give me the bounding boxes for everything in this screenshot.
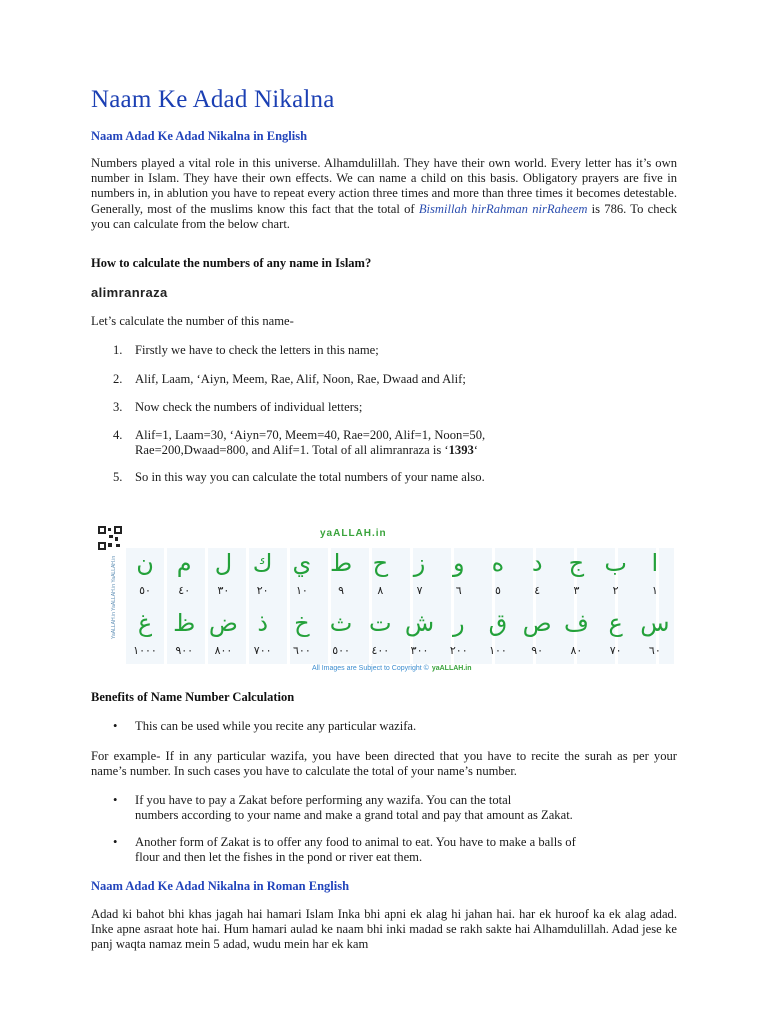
abjad-number: ٥ bbox=[495, 584, 501, 597]
abjad-letter: ش bbox=[404, 609, 435, 637]
zakat-text-continued: numbers according to your name and make a grand total and pay that amount as Zakat. bbox=[135, 808, 573, 822]
row1-numbers bbox=[126, 584, 674, 600]
abjad-letter: ل bbox=[214, 549, 233, 577]
abjad-number: ٧٠٠ bbox=[253, 644, 272, 657]
abjad-letter: ف bbox=[563, 609, 589, 637]
zakat-text: If you have to pay a Zakat before performing any wazifa. You can the total bbox=[135, 793, 512, 807]
roman-paragraph: Adad ki bahot bhi khas jagah hai hamari Islam Inka bhi apni ek alag hi jahan hai. har ek huroof ka ek alag adad. Inke apne asraat hote hai. Hum hamari aulad ke naam bhi inki madad se rakh sakte hai Alhamdulillah. Adad jese ke panj waqta namaz mein 5 adad, wudu mein har ek kam bbox=[91, 907, 677, 952]
abjad-number: ٦٠ bbox=[648, 644, 661, 657]
abjad-number: ٤ bbox=[534, 584, 541, 597]
copyright-notice bbox=[312, 665, 472, 672]
step-text: Firstly we have to check the letters in this name; bbox=[135, 343, 379, 357]
copyright-brand: yaALLAH.in bbox=[431, 665, 472, 672]
intro-text-start: Numbers played a vital role in this universe. Alhamdulillah. They have their own world. Every letter has it’s own number in Islam. They have their own effects. We can name a child on this basis. Obligatory prayers are five in numbers in, in ablution you have to repeat every action three times and more than three times it becomes detestable. Generally, most of the muslims know this fact that the total of bbox=[91, 156, 677, 216]
abjad-number: ٣٠ bbox=[217, 584, 230, 597]
abjad-letter: ض bbox=[208, 609, 238, 637]
step-text-part: ‘ bbox=[473, 442, 478, 457]
abjad-number: ٨ bbox=[377, 584, 384, 597]
english-heading: Naam Adad Ke Adad Nikalna in English bbox=[91, 129, 308, 143]
abjad-letter: ه bbox=[491, 549, 505, 577]
step-text-part: Rae=200,Dwaad=800, and Alif=1. Total of all alimranraza is ‘ bbox=[135, 442, 449, 457]
abjad-letter: ظ bbox=[173, 609, 196, 637]
abjad-letter: ث bbox=[329, 609, 353, 637]
abjad-number: ٩ bbox=[338, 584, 345, 597]
total-value: 1393 bbox=[448, 442, 474, 457]
abjad-number: ٤٠٠ bbox=[371, 644, 390, 657]
step-text: Alif=1, Laam=30, ‘Aiyn=70, Meem=40, Rae=200, Alif=1, Noon=50, bbox=[135, 428, 486, 442]
example-paragraph: For example- If in any particular wazifa, you have been directed that you have to recite the surah as per your name’s number. In such cases you have to calculate the total of your name’s number. bbox=[91, 749, 677, 779]
abjad-number: ٦ bbox=[455, 584, 462, 597]
abjad-letter: ر bbox=[452, 609, 465, 637]
abjad-letter: س bbox=[640, 609, 670, 637]
abjad-number: ٥٠٠ bbox=[332, 644, 350, 657]
abjad-number: ٢٠ bbox=[256, 584, 269, 597]
how-to-heading: How to calculate the numbers of any name in Islam? bbox=[91, 256, 372, 270]
row1-letters bbox=[126, 548, 674, 578]
abjad-letter: ب bbox=[604, 549, 627, 577]
step-number: 2. bbox=[113, 372, 123, 386]
abjad-number: ١٠ bbox=[295, 584, 308, 597]
abjad-number: ١٠٠ bbox=[489, 644, 507, 657]
copyright-text: All Images are Subject to Copyright © bbox=[312, 665, 429, 672]
abjad-letter: ع bbox=[608, 609, 623, 637]
abjad-chart bbox=[96, 522, 676, 682]
zakat-text-continued: flour and then let the fishes in the pond or river eat them. bbox=[135, 850, 423, 864]
abjad-letter: ذ bbox=[257, 609, 268, 637]
abjad-letter: ق bbox=[488, 609, 508, 637]
page-title: Naam Ke Adad Nikalna bbox=[91, 86, 335, 113]
step-text: Now check the numbers of individual letters; bbox=[135, 400, 363, 414]
abjad-letter: ن bbox=[136, 549, 154, 577]
watermark-side-text: YaALLAH.in YaALLAH.in YaALLAH.in bbox=[111, 555, 117, 639]
abjad-letter: ط bbox=[329, 549, 353, 577]
abjad-letter: ز bbox=[413, 549, 426, 577]
lets-calculate-text: Let’s calculate the number of this name- bbox=[91, 314, 294, 328]
benefits-heading: Benefits of Name Number Calculation bbox=[91, 690, 295, 704]
abjad-number: ٦٠٠ bbox=[293, 644, 311, 657]
abjad-number: ٢٠٠ bbox=[449, 644, 468, 657]
abjad-letter: ص bbox=[522, 609, 552, 637]
abjad-letter: ت bbox=[369, 609, 392, 637]
abjad-number: ٧ bbox=[416, 584, 423, 597]
intro-text-end: is 786. To check you can calculate from the below chart. bbox=[91, 201, 677, 231]
row2-letters bbox=[126, 608, 674, 638]
bullet-icon: • bbox=[113, 835, 118, 849]
abjad-letter: ج bbox=[568, 549, 585, 577]
abjad-number: ٥٠ bbox=[139, 584, 151, 597]
benefit-text: This can be used while you recite any particular wazifa. bbox=[135, 719, 417, 733]
step-text: Alif, Laam, ‘Aiyn, Meem, Rae, Alif, Noon, Rae, Dwaad and Alif; bbox=[135, 372, 466, 386]
zakat-text: Another form of Zakat is to offer any food to animal to eat. You have to make a balls of bbox=[135, 835, 576, 849]
abjad-number: ٢ bbox=[612, 584, 619, 597]
step-text: So in this way you can calculate the total numbers of your name also. bbox=[135, 470, 485, 484]
bismillah-text: Bismillah hirRahman nirRaheem bbox=[418, 201, 588, 216]
site-logo: yaALLAH.in bbox=[320, 528, 387, 539]
abjad-letter: خ bbox=[294, 609, 310, 637]
abjad-letter: غ bbox=[137, 609, 153, 637]
abjad-letter: م bbox=[176, 549, 192, 577]
abjad-number: ٩٠٠ bbox=[175, 644, 194, 657]
abjad-letter: د bbox=[531, 549, 543, 577]
intro-paragraph bbox=[91, 156, 677, 232]
abjad-letter: ي bbox=[292, 549, 312, 577]
step-number: 1. bbox=[113, 343, 123, 357]
abjad-number: ١ bbox=[651, 584, 658, 597]
abjad-number: ٣ bbox=[573, 584, 580, 597]
step-text-continued bbox=[135, 443, 478, 458]
abjad-number: ٨٠ bbox=[570, 644, 583, 657]
row2-numbers bbox=[126, 644, 674, 660]
abjad-number: ٨٠٠ bbox=[214, 644, 233, 657]
step-number: 5. bbox=[113, 470, 123, 484]
bullet-icon: • bbox=[113, 719, 118, 733]
bullet-icon: • bbox=[113, 793, 118, 807]
abjad-letter: ح bbox=[372, 549, 389, 577]
abjad-number: ٣٠٠ bbox=[410, 644, 429, 657]
roman-heading: Naam Adad Ke Adad Nikalna in Roman English bbox=[91, 879, 350, 893]
abjad-letter: و bbox=[452, 549, 465, 577]
abjad-number: ٩٠ bbox=[531, 644, 544, 657]
qr-code-icon bbox=[98, 526, 122, 550]
step-number: 3. bbox=[113, 400, 123, 414]
abjad-number: ١٠٠٠ bbox=[133, 644, 157, 657]
abjad-number: ٤٠ bbox=[178, 584, 191, 597]
abjad-number: ٧٠ bbox=[609, 644, 622, 657]
abjad-letter: ك bbox=[252, 549, 273, 577]
step-number: 4. bbox=[113, 428, 123, 442]
example-name: alimranraza bbox=[91, 285, 168, 300]
abjad-letter: ا bbox=[651, 549, 659, 577]
